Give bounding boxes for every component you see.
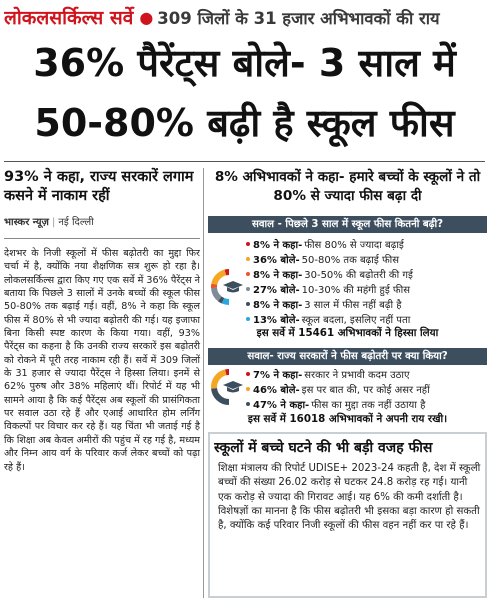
left-column-header	[4, 168, 200, 228]
left-divider	[4, 238, 200, 239]
headline-line-1: 36% पैरेंट्स बोले- 3 साल में	[33, 41, 456, 85]
answer-item	[246, 396, 486, 411]
column-divider	[203, 168, 204, 598]
answer-text: इस पर बात की, पर कोई असर नहीं	[301, 384, 430, 396]
enrollment-box-headline: स्कूलों में बच्चे घटने की भी बड़ी वजह फीस	[214, 440, 433, 456]
question-1-bar: सवाल - पिछले 3 साल में स्कूल फीस कितनी बढ़ी?	[208, 216, 487, 233]
byline-separator: |	[51, 217, 56, 228]
answer-color-dot	[246, 402, 250, 406]
answer-color-dot	[246, 317, 250, 321]
answer-color-dot	[246, 387, 250, 391]
question-1-summary: इस सर्वे में 15461 अभिभावकों ने हिस्सा लिया	[256, 327, 439, 339]
left-headline: 93% ने कहा, राज्य सरकारें लगाम कसने में नाकाम रहीं	[4, 169, 194, 204]
donut-segment	[214, 288, 220, 299]
left-body-text: देशभर के निजी स्कूलों में फीस बढ़ोतरी का मुद्दा फिर चर्चा में है, क्योंकि नया शैक्षणिक सत्र शुरू हो रहा है। लोकलसर्किल्स द्वारा किए गए एक सर्वे में 36% पैरेंट्स ने बताया कि पिछले 3 सालों में उनके बच्चों की स्कूल फीस 50-80% तक बढ़ाई गई। वहीं, 8% ने कहा कि स्कूल फीस में 80% से भी ज्यादा बढ़ोतरी की गई। यह इजाफा बिना किसी स्पष्ट कारण के किया गया। वहीं, 93% पैरेंट्स का कहना है कि उनकी राज्य सरकारें इस बढ़ोतरी को रोकने में पूरी तरह नाकाम रही हैं। सर्वे में 309 जिलों के 31 हजार से ज्यादा पैरेंट्स ने हिस्सा लिया। इनमें से 62% पुरुष और 38% महिलाएं थीं। रिपोर्ट में यह भी सामने आया है कि कई पैरेंट्स अब स्कूलों की प्रासंगिकता पर सवाल उठा रहे हैं और एआई आधारित होम लर्निंग विकल्पों पर विचार कर रहे हैं। यह चिंता भी जताई गई है कि शिक्षा अब केवल अमीरों की पहुंच में रह गई है, मध्यम और निम्न आय वर्ग के परिवार कर्ज लेकर बच्चों को पढ़ा रहे हैं।	[4, 248, 200, 473]
question-2-answers	[246, 366, 486, 411]
answer-item	[246, 281, 486, 296]
answer-label: 36% बोले-	[253, 254, 300, 266]
graduation-cap-icon	[222, 280, 244, 294]
answer-label: 46% बोले-	[253, 384, 300, 396]
answer-color-dot	[246, 372, 250, 376]
headline-line-2: 50-80% बढ़ी है स्कूल फीस	[34, 101, 455, 145]
donut-segment	[223, 301, 229, 302]
answer-item	[246, 251, 486, 266]
byline-place: नई दिल्ली	[58, 217, 94, 228]
enrollment-box-body: शिक्षा मंत्रालय की रिपोर्ट UDISE+ 2023-24 कहती है, देश में स्कूली बच्चों की संख्या 26.02 करोड़ से घटकर 24.8 करोड़ रह गई। यानी एक करोड़ से ज्यादा की गिरावट आई। यह 6% की कमी दर्शाती है। विशेषज्ञों का मानना है कि फीस बढ़ोतरी भी इसका बड़ा कारण हो सकती है, क्योंकि कई परिवार निजी स्कूलों की फीस वहन नहीं कर पा रहे हैं।	[218, 463, 481, 532]
kicker-brand: लोकलसर्किल्स सर्वे	[4, 7, 134, 29]
right-headline: 8% अभिभावकों ने कहा- हमारे बच्चों के स्कूलों ने तो 80% से ज्यादा फीस बढ़ा दी	[214, 169, 481, 204]
question-2-summary: इस सर्वे में 16018 अभिभावकों ने अपनी राय रखी।	[247, 413, 448, 425]
answer-color-dot	[246, 257, 250, 261]
answer-label: 13% बोले-	[253, 314, 300, 326]
answer-item	[246, 296, 486, 311]
answer-text: 30-50% की बढ़ोतरी की गई	[304, 269, 413, 281]
answer-text: फीस का मुद्दा तक नहीं उठाया है	[311, 399, 426, 411]
byline	[4, 214, 200, 228]
question-2-bar: सवाल- राज्य सरकारों ने फीस बढ़ोतरी पर क्या किया?	[208, 348, 487, 365]
answer-color-dot	[246, 287, 250, 291]
answer-label: 7% ने कहा-	[253, 369, 303, 381]
answer-item	[246, 236, 486, 251]
answer-color-dot	[246, 272, 250, 276]
answer-color-dot	[246, 242, 250, 246]
graduation-cap-icon	[222, 380, 244, 394]
answer-text: 3 साल में फीस नहीं बढ़ी है	[304, 299, 402, 311]
byline-source: भास्कर न्यूज़	[4, 217, 49, 228]
answer-text: फीस 80% से ज्यादा बढ़ाई	[304, 239, 404, 251]
answer-item	[246, 266, 486, 281]
answer-text: 10-30% की महंगी हुई फीस	[301, 284, 410, 296]
donut-segment	[220, 299, 223, 301]
enrollment-box	[208, 432, 487, 598]
answer-item	[246, 311, 486, 326]
answer-label: 8% ने कहा-	[253, 269, 303, 281]
answer-label: 27% बोले-	[253, 284, 300, 296]
kicker-subtitle: 309 जिलों के 31 हजार अभिभावकों की राय	[157, 8, 440, 28]
answer-label: 8% ने कहा-	[253, 299, 303, 311]
bullet-icon: ●	[139, 7, 154, 27]
answer-item	[246, 366, 486, 381]
answer-label: 8% ने कहा-	[253, 239, 303, 251]
answer-text: सरकार ने प्रभावी कदम उठाए	[304, 369, 410, 381]
answer-text: 50-80% तक बढ़ाई फीस	[301, 254, 400, 266]
answer-text: स्कूल बदला, इसलिए नहीं पता	[301, 314, 411, 326]
question-1-answers	[246, 236, 486, 326]
answer-label: 47% ने कहा-	[253, 399, 310, 411]
headline-divider	[4, 161, 485, 162]
kicker	[4, 2, 485, 32]
answer-color-dot	[246, 302, 250, 306]
answer-item	[246, 381, 486, 396]
